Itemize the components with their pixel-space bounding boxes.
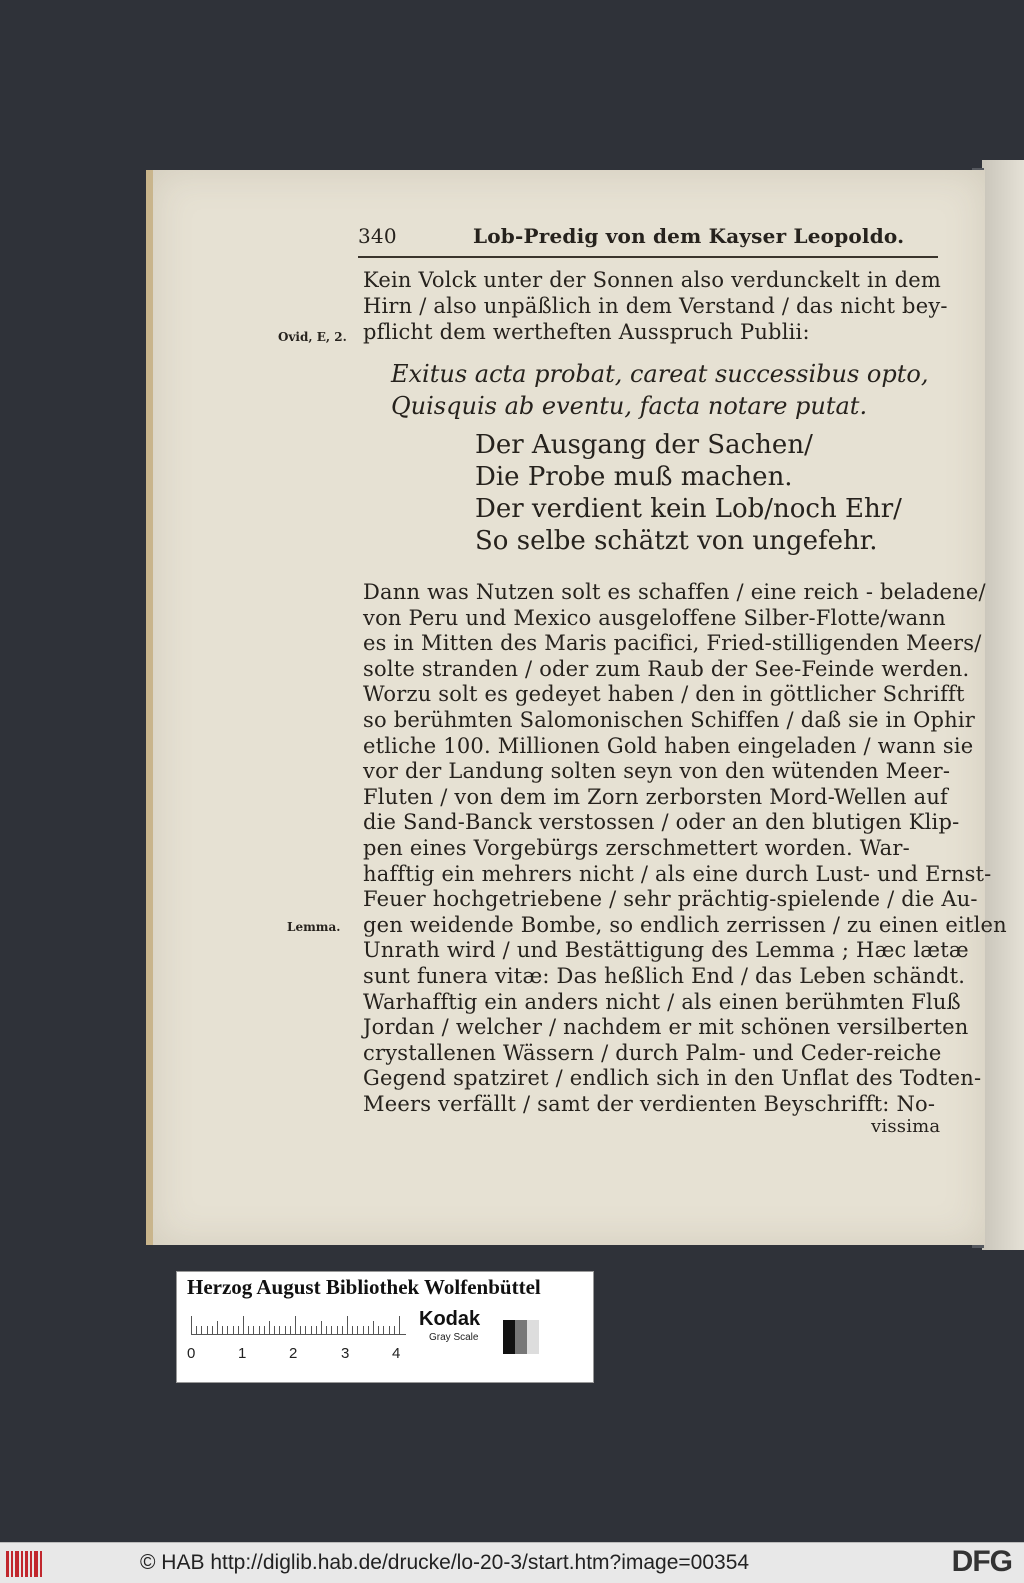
- running-head: Lob-Predig von dem Kayser Leopoldo.: [473, 224, 905, 248]
- text-line: Worzu solt es gedeyet haben / den in göttlicher Schrifft: [363, 682, 965, 707]
- text-line: Unrath wird / und Bestättigung des Lemma ; Hæc lætæ: [363, 938, 969, 963]
- latin-verse-line: Exitus acta probat, careat successibus opto,: [391, 360, 929, 388]
- ruler-tick: [227, 1326, 228, 1334]
- german-verse-line: Die Probe muß machen.: [475, 462, 793, 492]
- margin-note-lemma: Lemma.: [287, 920, 341, 934]
- color-target: [176, 1271, 594, 1383]
- text-line: vor der Landung solten seyn von den wütenden Meer-: [363, 759, 951, 784]
- text-line: Hirn / also unpäßlich in dem Verstand / das nicht bey-: [363, 294, 948, 318]
- latin-verse-line: Quisquis ab eventu, facta notare putat.: [391, 392, 868, 420]
- text-line: es in Mitten des Maris pacifici, Fried-stilligenden Meers/: [363, 631, 982, 656]
- ruler-tick: [378, 1326, 379, 1334]
- hab-barcode-icon: [6, 1551, 48, 1577]
- footer-copyright-link[interactable]: © HAB http://diglib.hab.de/drucke/lo-20-3/start.htm?image=00354: [140, 1551, 750, 1574]
- ruler-number: 0: [187, 1345, 196, 1362]
- ruler-tick: [347, 1316, 348, 1334]
- text-line: Jordan / welcher / nachdem er mit schönen versilberten: [363, 1015, 969, 1040]
- target-title: Herzog August Bibliothek Wolfenbüttel: [187, 1275, 541, 1299]
- text-line: solte stranden / oder zum Raub der See-Feinde werden.: [363, 656, 970, 681]
- text-line: Dann was Nutzen solt es schaffen / eine reich - beladene/: [363, 580, 986, 604]
- german-verse-line: Der verdient kein Lob/noch Ehr/: [475, 494, 902, 524]
- ruler-number: 1: [238, 1345, 247, 1362]
- ruler-tick: [253, 1326, 254, 1334]
- ruler-tick: [342, 1326, 343, 1334]
- ruler-tick: [264, 1326, 265, 1334]
- text-line: Warhafftig ein anders nicht / als einen berühmten Fluß: [363, 989, 961, 1014]
- text-line: Meers verfällt / samt der verdienten Beyschrifft: No-: [363, 1092, 936, 1116]
- ruler-tick: [269, 1321, 270, 1334]
- ruler-tick: [363, 1326, 364, 1334]
- catchword: vissima: [871, 1116, 941, 1137]
- text-line: etliche 100. Millionen Gold haben eingeladen / wann sie: [363, 733, 974, 758]
- text-line: sunt funera vitæ: Das heßlich End / das Leben schändt.: [363, 964, 966, 988]
- text-line: Fluten / von dem im Zorn zerborsten Mord-Wellen auf: [363, 784, 949, 809]
- text-line: gen weidende Bombe, so endlich zerrissen / zu einen eitlen: [363, 912, 1007, 937]
- german-verse-line: Der Ausgang der Sachen/: [475, 430, 813, 460]
- next-page-edge: [982, 160, 1024, 1250]
- footer-bar: [0, 1542, 1024, 1583]
- ruler-tick: [337, 1326, 338, 1334]
- ruler-tick: [383, 1326, 384, 1334]
- ruler-tick: [285, 1326, 286, 1334]
- ruler-tick: [357, 1326, 358, 1334]
- gray-swatch: [515, 1320, 527, 1354]
- ruler-tick: [259, 1326, 260, 1334]
- ruler-tick: [321, 1321, 322, 1334]
- ruler-tick: [399, 1316, 400, 1334]
- kodak-logo: Kodak: [419, 1308, 481, 1330]
- page-number: 340: [358, 224, 397, 248]
- ruler-tick: [352, 1326, 353, 1334]
- ruler-tick: [368, 1326, 369, 1334]
- ruler-tick: [305, 1326, 306, 1334]
- text-line: von Peru und Mexico ausgeloffene Silber-Flotte/wann: [363, 605, 946, 630]
- header-rule: [358, 256, 938, 258]
- ruler-tick: [279, 1326, 280, 1334]
- text-line: pen eines Vorgebürgs zerschmettert worden. War-: [363, 836, 910, 860]
- ruler-tick: [290, 1326, 291, 1334]
- text-line: so berühmten Salomonischen Schiffen / daß sie in Ophir: [363, 708, 976, 732]
- ruler-tick: [373, 1321, 374, 1334]
- margin-note-ovid: Ovid, E, 2.: [278, 330, 347, 344]
- kodak-subtitle: Gray Scale: [429, 1332, 479, 1343]
- ruler-number: 4: [392, 1345, 401, 1362]
- ruler-tick: [222, 1326, 223, 1334]
- ruler-number: 3: [341, 1345, 350, 1362]
- book-page: [146, 170, 1007, 1245]
- text-line: die Sand-Banck verstossen / oder an den blutigen Klip-: [363, 810, 960, 835]
- ruler-scale: [191, 1314, 406, 1335]
- text-line: Gegend spatziret / endlich sich in den Unflat des Todten-: [363, 1066, 982, 1091]
- ruler-tick: [274, 1326, 275, 1334]
- ruler-tick: [389, 1326, 390, 1334]
- ruler-tick: [311, 1326, 312, 1334]
- ruler-tick: [217, 1321, 218, 1334]
- text-line: Feuer hochgetriebene / sehr prächtig-spielende / die Au-: [363, 887, 978, 912]
- ruler-tick: [201, 1326, 202, 1334]
- ruler-number: 2: [289, 1345, 298, 1362]
- ruler-tick: [191, 1316, 192, 1334]
- ruler-tick: [212, 1326, 213, 1334]
- ruler-tick: [196, 1326, 197, 1334]
- ruler-tick: [394, 1326, 395, 1334]
- text-line: Kein Volck unter der Sonnen also verdunckelt in dem: [363, 268, 941, 292]
- text-line: crystallenen Wässern / durch Palm- und Ceder-reiche: [363, 1040, 942, 1065]
- ruler-tick: [243, 1316, 244, 1334]
- ruler-tick: [207, 1326, 208, 1334]
- text-line: hafftig ein mehrers nicht / als eine durch Lust- und Ernst-: [363, 861, 992, 886]
- ruler-tick: [238, 1326, 239, 1334]
- text-line: pflicht dem wertheften Ausspruch Publii:: [363, 320, 810, 344]
- ruler-tick: [233, 1326, 234, 1334]
- ruler-tick: [326, 1326, 327, 1334]
- ruler-tick: [300, 1326, 301, 1334]
- ruler-tick: [331, 1326, 332, 1334]
- ruler-tick: [295, 1316, 296, 1334]
- german-verse-line: So selbe schätzt von ungefehr.: [475, 526, 878, 556]
- ruler-tick: [316, 1326, 317, 1334]
- gray-swatch: [527, 1320, 539, 1354]
- ruler-tick: [248, 1326, 249, 1334]
- dfg-logo: DFG: [951, 1545, 1012, 1578]
- gray-swatch: [503, 1320, 515, 1354]
